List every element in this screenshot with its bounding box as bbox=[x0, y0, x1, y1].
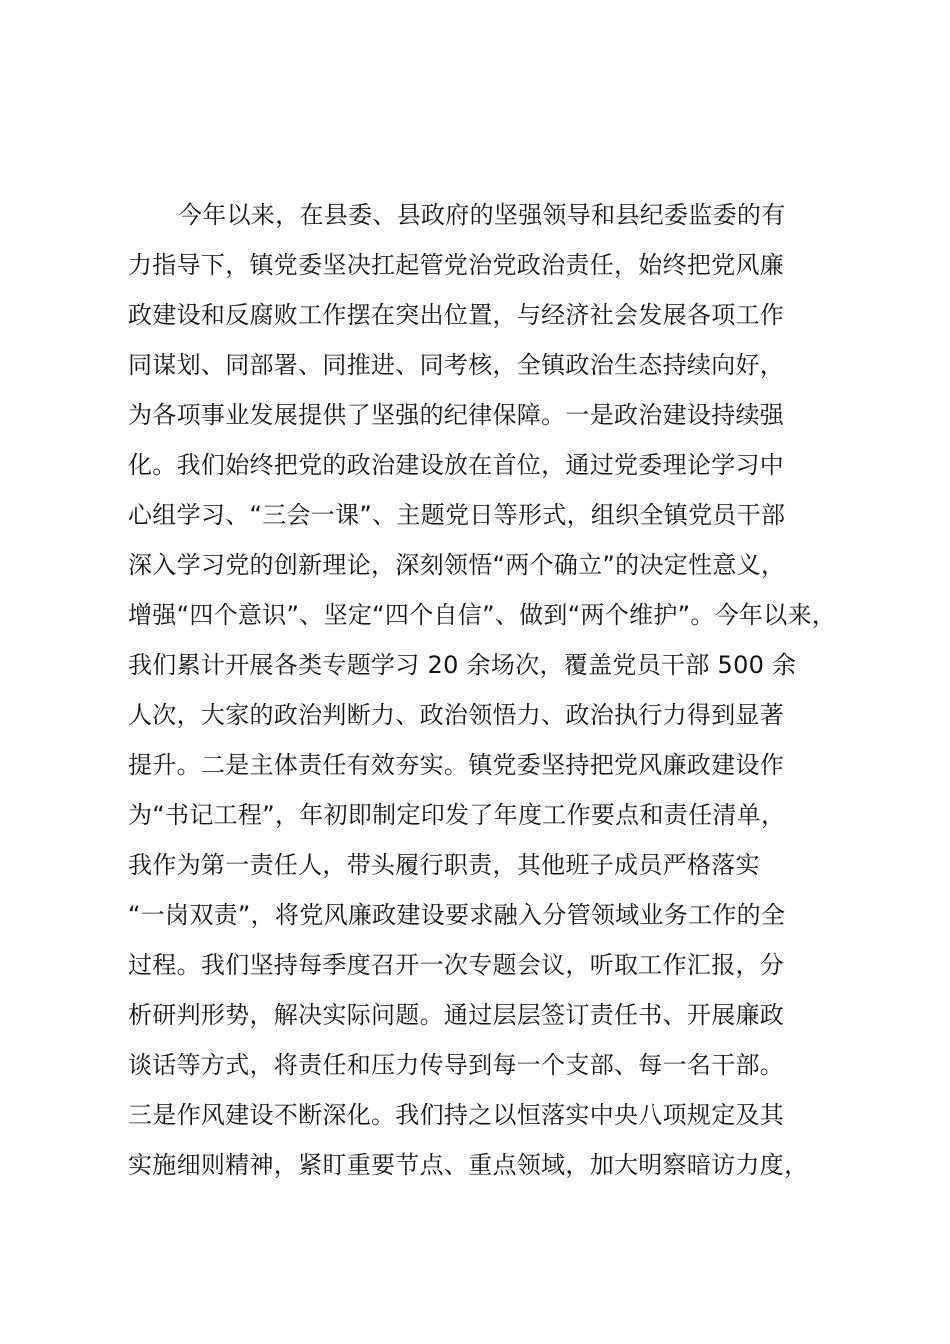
paragraph-line: 为“书记工程”，年初即制定印发了年度工作要点和责任清单， bbox=[128, 801, 786, 829]
paragraph-line: 今年以来，在县委、县政府的坚强领导和县纪委监委的有 bbox=[178, 201, 786, 229]
paragraph-line: 提升。二是主体责任有效夯实。镇党委坚持把党风廉政建设作 bbox=[128, 751, 785, 779]
paragraph-line: 我们累计开展各类专题学习 20 余场次，覆盖党员干部 500 余 bbox=[128, 651, 797, 679]
paragraph-line: 谈话等方式，将责任和压力传导到每一个支部、每一名干部。 bbox=[128, 1051, 785, 1079]
paragraph-line: 实施细则精神，紧盯重要节点、重点领域，加大明察暗访力度， bbox=[128, 1151, 809, 1179]
paragraph-line: 心组学习、“三会一课”、主题党日等形式，组织全镇党员干部 bbox=[128, 501, 786, 529]
paragraph-line: 增强“四个意识”、坚定“四个自信”、做到“两个维护”。今年以来， bbox=[128, 601, 837, 629]
paragraph-line: 政建设和反腐败工作摆在突出位置，与经济社会发展各项工作 bbox=[128, 301, 785, 329]
paragraph-line: 我作为第一责任人，带头履行职责，其他班子成员严格落实 bbox=[128, 851, 760, 879]
paragraph-line: 人次，大家的政治判断力、政治领悟力、政治执行力得到显著 bbox=[128, 701, 785, 729]
paragraph-line: 化。我们始终把党的政治建设放在首位，通过党委理论学习中 bbox=[128, 451, 785, 479]
paragraph-line: 为各项事业发展提供了坚强的纪律保障。一是政治建设持续强 bbox=[128, 401, 785, 429]
paragraph-line: 三是作风建设不断深化。我们持之以恒落实中央八项规定及其 bbox=[128, 1101, 785, 1129]
paragraph-line: 析研判形势，解决实际问题。通过层层签订责任书、开展廉政 bbox=[128, 1001, 785, 1029]
paragraph-line: 过程。我们坚持每季度召开一次专题会议，听取工作汇报，分 bbox=[128, 951, 785, 979]
paragraph-line: 深入学习党的创新理论，深刻领悟“两个确立”的决定性意义， bbox=[128, 551, 786, 579]
paragraph-line: 同谋划、同部署、同推进、同考核，全镇政治生态持续向好， bbox=[128, 351, 785, 379]
paragraph-line: 力指导下，镇党委坚决扛起管党治党政治责任，始终把党风廉 bbox=[128, 251, 785, 279]
paragraph-line: “一岗双责”，将党风廉政建设要求融入分管领域业务工作的全 bbox=[128, 901, 786, 929]
